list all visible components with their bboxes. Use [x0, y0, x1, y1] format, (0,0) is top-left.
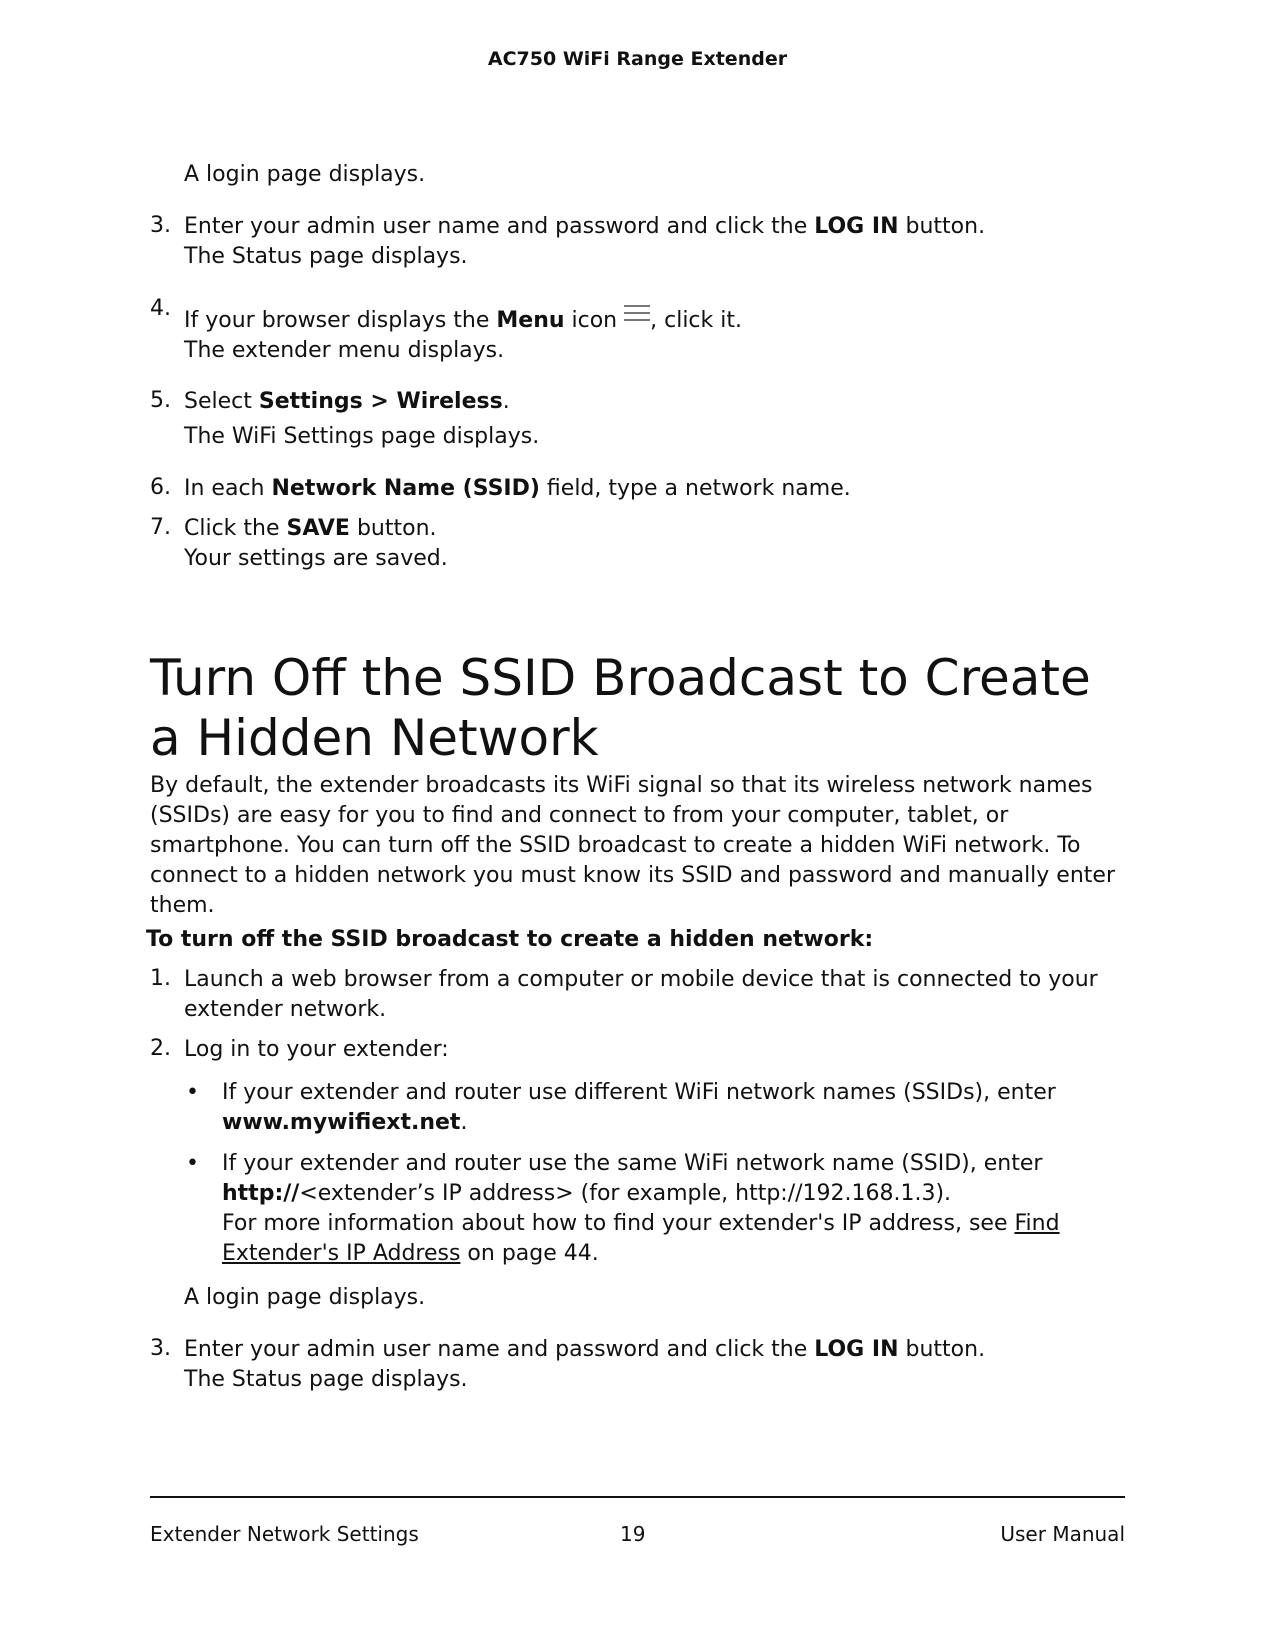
step-4: [184, 306, 742, 366]
step-number: 3.: [150, 1336, 171, 1361]
step-number: 4.: [150, 296, 171, 321]
t: LOG IN: [814, 214, 899, 239]
step-number: 2.: [150, 1036, 171, 1061]
step-7: [184, 514, 448, 574]
bullet: •: [186, 1151, 199, 1176]
bullet: •: [186, 1080, 199, 1105]
t: If your extender and router use the same WiFi network name (SSID), enter: [222, 1151, 1043, 1176]
footer-divider: [150, 1496, 1125, 1498]
t: Click the: [184, 516, 287, 541]
t: Select: [184, 389, 259, 414]
t: The extender menu displays.: [184, 338, 505, 363]
t: Your settings are saved.: [184, 546, 448, 571]
t: http://: [222, 1181, 300, 1206]
intro-paragraph: By default, the extender broadcasts its WiFi signal so that its wireless network names (SSIDs) are easy for you to find and connect to from your computer, tablet, or smartphone. You can turn off the SSID broadcast to create a hidden WiFi network. To connect to a hidden network you must know its SSID and password and manually enter them.: [150, 773, 1115, 918]
t: SAVE: [286, 516, 350, 541]
t: www.mywifiext.net: [222, 1110, 461, 1135]
step-5: [184, 387, 510, 417]
t: , click it.: [650, 308, 742, 333]
step-6: [184, 474, 851, 504]
t: icon: [564, 308, 625, 333]
bullet-2: [222, 1149, 1102, 1269]
t: button.: [898, 1337, 986, 1362]
step-3: [184, 212, 985, 272]
t: Enter your admin user name and password and click the: [184, 214, 815, 239]
t: The WiFi Settings page displays.: [184, 424, 540, 449]
t: Menu: [496, 308, 565, 333]
step-number: 5.: [150, 388, 171, 413]
t: Enter your admin user name and password and click the: [184, 1337, 815, 1362]
footer-left: Extender Network Settings: [150, 1522, 419, 1546]
t: If your browser displays the: [184, 308, 497, 333]
footer-right: User Manual: [1000, 1522, 1125, 1546]
t: For more information about how to find your extender's IP address, see: [222, 1211, 1015, 1236]
procedure-heading: To turn off the SSID broadcast to create a hidden network:: [146, 927, 874, 952]
t: The Status page displays.: [184, 1367, 468, 1392]
step-text: A login page displays.: [184, 1285, 426, 1310]
running-header: AC750 WiFi Range Extender: [487, 48, 788, 70]
t: If your extender and router use different WiFi network names (SSIDs), enter: [222, 1080, 1056, 1105]
t: Network Name (SSID): [271, 476, 540, 501]
t: on page 44.: [460, 1241, 599, 1266]
step-number: 1.: [150, 966, 171, 991]
step-3b: [184, 1335, 985, 1395]
step-1: Launch a web browser from a computer or mobile device that is connected to your extender network.: [184, 967, 1098, 1022]
section-title: Turn Off the SSID Broadcast to Create a Hidden Network: [150, 649, 1091, 767]
bullet-1: [222, 1078, 1102, 1138]
t: In each: [184, 476, 272, 501]
step-number: 3.: [150, 213, 171, 238]
t: .: [460, 1110, 468, 1135]
t: Settings > Wireless: [258, 389, 503, 414]
t: The Status page displays.: [184, 244, 468, 269]
step-number: 6.: [150, 475, 171, 500]
step-2: Log in to your extender:: [184, 1037, 449, 1062]
page-number: 19: [620, 1522, 646, 1546]
step-text: A login page displays.: [184, 162, 426, 187]
t: .: [502, 389, 510, 414]
t: <extender’s IP address> (for example, http://192.168.1.3).: [299, 1181, 952, 1206]
t: field, type a network name.: [539, 476, 851, 501]
t: button.: [898, 214, 986, 239]
t: button.: [349, 516, 437, 541]
menu-icon: [624, 300, 650, 326]
t: LOG IN: [814, 1337, 899, 1362]
step-number: 7.: [150, 515, 171, 540]
find-ip-link[interactable]: Find Extender's IP Address: [222, 1211, 1060, 1266]
